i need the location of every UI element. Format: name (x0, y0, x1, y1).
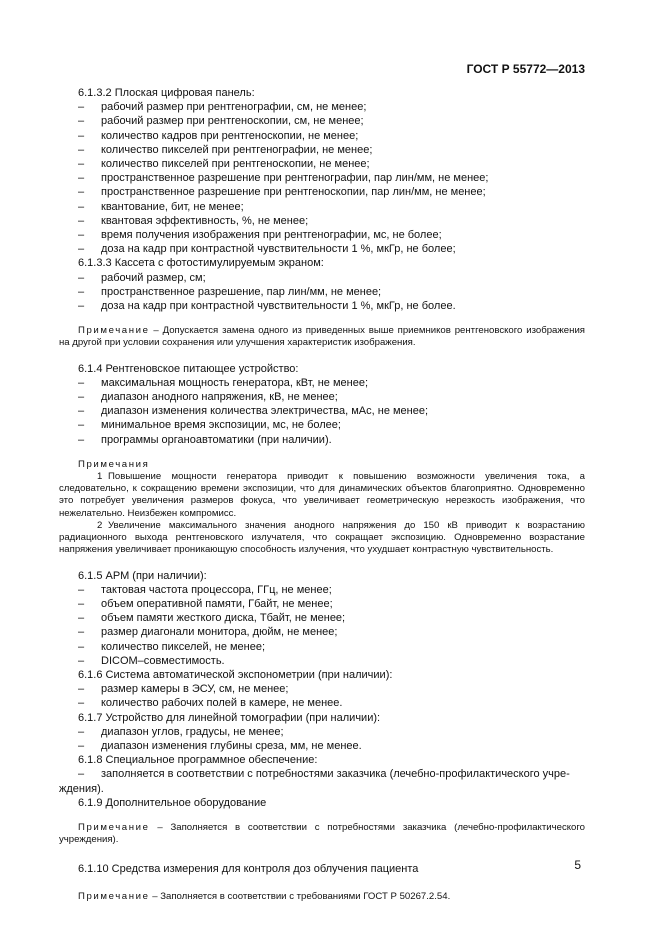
list-item-text: тактовая частота процессора, ГГц, не менее; (101, 583, 332, 596)
page-content (59, 86, 585, 903)
list-item (59, 640, 585, 654)
dash-marker: – (78, 129, 85, 142)
section-6-1-6-list (59, 682, 585, 710)
dash-marker: – (78, 768, 85, 781)
dash-marker: – (78, 158, 85, 171)
list-item (59, 583, 585, 597)
notes-generator (59, 459, 585, 557)
dash-marker: – (78, 271, 85, 284)
dash-marker: – (78, 433, 85, 446)
dash-marker: – (78, 654, 85, 667)
note-measurement (59, 891, 585, 903)
list-item (59, 418, 585, 432)
list-item (59, 404, 585, 418)
dash-marker: – (78, 300, 85, 313)
list-item-text: программы органоавтоматики (при наличии). (101, 433, 332, 446)
list-item-continuation: ждения). (59, 782, 104, 795)
list-item (59, 285, 585, 299)
section-6-1-3-3-title: 6.1.3.3 Кассета с фотостимулируемым экраном: (78, 257, 324, 270)
list-item (59, 597, 585, 611)
note-dash: – (157, 821, 163, 833)
section-6-1-6-title: 6.1.6 Система автоматической экспонометрии (при наличии): (78, 668, 393, 681)
note-text: Повышение мощности генератора приводит к повышению возможности увеличения тока, а следовательно, к сокращению времени экспозиции, что для динамических объектов благоприятно. Одновременно это потребует увеличения размеров фокуса, что увеличивает геометрическую нерезкость изображения, что нежелательно. Неизбежен компромисс. (59, 471, 585, 519)
list-item-text: DICOM–совместимость. (101, 654, 225, 667)
list-item (59, 242, 585, 256)
section-6-1-4-list (59, 376, 585, 447)
list-item (59, 129, 585, 143)
list-item-text: диапазон углов, градусы, не менее; (101, 725, 284, 738)
dash-marker: – (78, 725, 85, 738)
note-text: Заполняется в соответствии с потребностями заказчика (лечебно-профилактического учреждения). (59, 821, 585, 846)
dash-marker: – (78, 243, 85, 256)
list-item-text: рабочий размер при рентгеноскопии, см, не менее; (101, 115, 364, 128)
section-6-1-3-2-list (59, 100, 585, 256)
list-item-text: диапазон анодного напряжения, кВ, не менее; (101, 391, 338, 404)
list-item (59, 739, 585, 753)
list-item-text: рабочий размер при рентгенографии, см, не менее; (101, 101, 367, 114)
list-item-text: пространственное разрешение при рентгенографии, пар лин/мм, не менее; (101, 172, 489, 185)
note-number: 1 (97, 471, 103, 483)
dash-marker: – (78, 186, 85, 199)
note-item-2 (59, 520, 585, 557)
dash-marker: – (78, 683, 85, 696)
dash-marker: – (78, 391, 85, 404)
list-item-text: диапазон изменения количества электричества, мАс, не менее; (101, 405, 429, 418)
list-item (59, 611, 585, 625)
dash-marker: – (78, 285, 85, 298)
list-item (59, 433, 585, 447)
section-6-1-7-title: 6.1.7 Устройство для линейной томографии (при наличии): (78, 711, 381, 724)
list-item-text: количество кадров при рентгеноскопии, не менее; (101, 129, 359, 142)
section-6-1-3-2-title: 6.1.3.2 Плоская цифровая панель: (78, 87, 255, 99)
notes-label: Примечания (78, 458, 150, 470)
list-item-text: объем оперативной памяти, Гбайт, не менее; (101, 597, 333, 610)
note-dash: – (153, 325, 159, 337)
list-item-text: доза на кадр при контрастной чувствительности 1 %, мкГр, не более; (101, 243, 456, 256)
list-item (59, 682, 585, 696)
note-label: Примечание (78, 325, 150, 337)
dash-marker: – (78, 143, 85, 156)
list-item (59, 767, 585, 781)
list-item-text: количество пикселей, не менее; (101, 640, 266, 653)
dash-marker: – (78, 376, 85, 389)
list-item (59, 299, 585, 313)
list-item-text: рабочий размер, см; (101, 271, 206, 284)
section-6-1-3-3-list (59, 271, 585, 314)
section-6-1-5-list (59, 583, 585, 668)
section-6-1-7-list (59, 725, 585, 753)
list-item-text: максимальная мощность генератора, кВт, не менее; (101, 376, 369, 389)
list-item (59, 114, 585, 128)
list-item-text: размер камеры в ЭСУ, см, не менее; (101, 683, 289, 696)
note-number: 2 (97, 519, 103, 531)
list-item (59, 725, 585, 739)
section-6-1-4-title: 6.1.4 Рентгеновское питающее устройство: (78, 362, 299, 375)
list-item-text: количество рабочих полей в камере, не менее. (101, 697, 343, 710)
dash-marker: – (78, 583, 85, 596)
section-6-1-5-title: 6.1.5 АРМ (при наличии): (78, 569, 207, 582)
list-item (59, 696, 585, 710)
list-item (59, 654, 585, 668)
list-item (59, 376, 585, 390)
note-item-1 (59, 471, 585, 520)
list-item (59, 200, 585, 214)
list-item (59, 625, 585, 639)
dash-marker: – (78, 115, 85, 128)
list-item (59, 185, 585, 199)
list-item-text: диапазон изменения глубины среза, мм, не менее. (101, 739, 362, 752)
note-receivers (59, 325, 585, 349)
list-item-text: пространственное разрешение при рентгеноскопии, пар лин/мм, не менее; (101, 186, 486, 199)
list-item-text: квантование, бит, не менее; (101, 200, 244, 213)
dash-marker: – (78, 200, 85, 213)
list-item-text: пространственное разрешение, пар лин/мм, не менее; (101, 285, 382, 298)
note-text: Допускается замена одного из приведенных выше приемников рентгеновского изображения на другой при условии сохранения или улучшения характеристик изображения. (59, 325, 585, 349)
dash-marker: – (78, 229, 85, 242)
list-item (59, 228, 585, 242)
dash-marker: – (78, 697, 85, 710)
dash-marker: – (78, 640, 85, 653)
dash-marker: – (78, 101, 85, 114)
list-item-text: размер диагонали монитора, дюйм, не менее; (101, 626, 338, 639)
list-item-text: количество пикселей при рентгенографии, не менее; (101, 143, 373, 156)
dash-marker: – (78, 612, 85, 625)
note-text: Заполняется в соответствии с требованиями ГОСТ Р 50267.2.54. (160, 890, 451, 902)
list-item-text: время получения изображения при рентгенографии, мс, не более; (101, 229, 442, 242)
list-item-text: квантовая эффективность, %, не менее; (101, 214, 309, 227)
list-item-text: заполняется в соответствии с потребностями заказчика (лечебно-профилактического учре- (101, 768, 570, 781)
note-label: Примечание (78, 890, 150, 902)
list-item-text: количество пикселей при рентгеноскопии, не менее; (101, 158, 370, 171)
dash-marker: – (78, 597, 85, 610)
list-item (59, 271, 585, 285)
standard-header: ГОСТ Р 55772—2013 (466, 62, 585, 76)
note-text: Увеличение максимального значения анодного напряжения до 150 кВ приводит к возрастанию радиационного выхода рентгеновского излучателя, что сокращает экспозицию. Одновременно возрастание напряжения увеличивает проникающую способность излучения, что ухудшает контрастную чувствительность. (59, 519, 585, 556)
dash-marker: – (78, 739, 85, 752)
dash-marker: – (78, 214, 85, 227)
page-number: 5 (574, 858, 581, 872)
list-item-text: объем памяти жесткого диска, Тбайт, не менее; (101, 612, 346, 625)
list-item-text: доза на кадр при контрастной чувствительности 1 %, мкГр, не более. (101, 300, 456, 313)
list-item (59, 390, 585, 404)
list-item (59, 157, 585, 171)
section-6-1-9-title: 6.1.9 Дополнительное оборудование (78, 796, 267, 809)
dash-marker: – (78, 172, 85, 185)
list-item (59, 143, 585, 157)
note-label: Примечание (78, 821, 150, 833)
dash-marker: – (78, 405, 85, 418)
dash-marker: – (78, 419, 85, 432)
section-6-1-10-title: 6.1.10 Средства измерения для контроля доз облучения пациента (78, 863, 419, 876)
list-item-text: минимальное время экспозиции, мс, не более; (101, 419, 341, 432)
list-item (59, 171, 585, 185)
list-item (59, 214, 585, 228)
list-item (59, 100, 585, 114)
note-dash: – (152, 890, 158, 902)
section-6-1-8-title: 6.1.8 Специальное программное обеспечение: (78, 754, 318, 767)
dash-marker: – (78, 626, 85, 639)
note-equipment (59, 822, 585, 846)
